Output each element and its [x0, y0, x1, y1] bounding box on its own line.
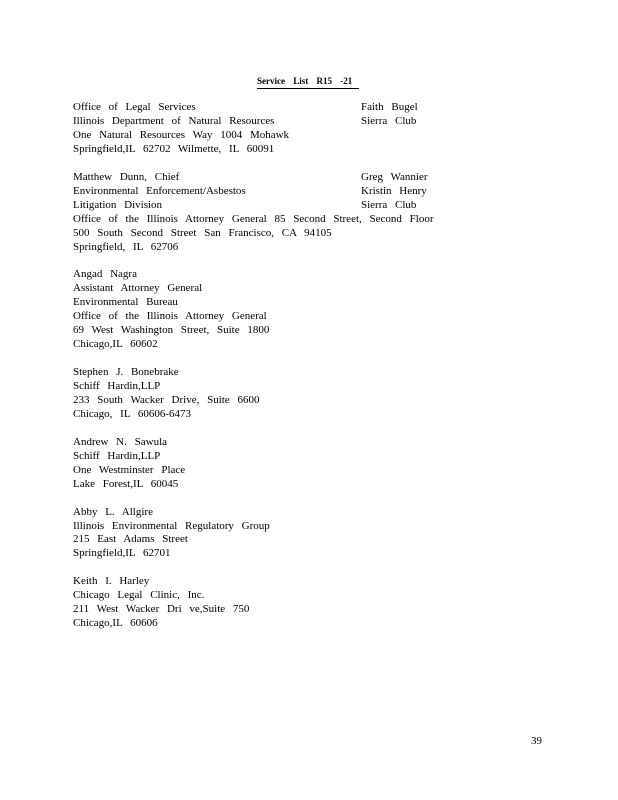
left_column-line: Chicago,IL 60606 — [73, 617, 158, 630]
left_column-line: Chicago, IL 60606-6473 — [73, 407, 192, 420]
left_column-line: One Westminster Place — [73, 463, 186, 476]
right_column-line: Kristin Henry — [361, 184, 427, 197]
left_column-line: Assistant Attorney General — [73, 282, 203, 295]
right_column-line: Greg Wannier — [361, 170, 428, 183]
left_column-line: Schiff Hardin,LLP — [73, 449, 161, 462]
left_column-line: 233 South Wacker Drive, Suite 6600 — [73, 393, 260, 406]
left_column-line: Springfield,IL 62701 — [73, 547, 171, 560]
page-title: Service List R15 -21 — [257, 74, 359, 89]
right_column-line: Sierra Club — [361, 198, 417, 211]
left_column-line: Illinois Department of Natural Resources — [73, 114, 275, 127]
right_column-line: Sierra Club — [361, 114, 417, 127]
right_column-line: Faith Bugel — [361, 101, 418, 113]
left_column-line: Environmental Bureau — [73, 296, 178, 309]
left_column-line: Office of the Illinois Attorney General 85 Second Street, Second Floor — [73, 212, 434, 225]
left_column-line: Lake Forest,IL 60045 — [73, 477, 179, 490]
left_column-line: Springfield,IL 62702 Wilmette, IL 60091 — [73, 142, 275, 155]
left_column-line: Office of the Illinois Attorney General — [73, 310, 267, 323]
left_column-line: 500 South Second Street San Francisco, CA 94105 — [73, 226, 332, 239]
left_column-line: Environmental Enforcement/Asbestos — [73, 184, 246, 197]
left_column-line: Chicago,IL 60602 — [73, 338, 158, 351]
left_column-line: Stephen J. Bonebrake — [73, 366, 179, 379]
left_column-line: 215 East Adams Street — [73, 533, 188, 546]
left_column-line: One Natural Resources Way 1004 Mohawk — [73, 128, 290, 141]
left_column-line: Springfield, IL 62706 — [73, 240, 179, 253]
left_column-line: Illinois Environmental Regulatory Group — [73, 519, 270, 532]
left_column-line: Angad Nagra — [73, 268, 137, 281]
left_column-line: Andrew N. Sawula — [73, 435, 168, 448]
left_column-line: Keith I. Harley — [73, 575, 150, 588]
left_column-line: Schiff Hardin,LLP — [73, 380, 161, 392]
left_column-line: 211 West Wacker Dri ve,Suite 750 — [73, 603, 250, 616]
left_column-line: Chicago Legal Clinic, Inc. — [73, 589, 205, 602]
left_column-line: 69 West Washington Street, Suite 1800 — [73, 324, 270, 337]
left_column-line: Office of Legal Services — [73, 101, 196, 113]
left_column-line: Abby L. Allgire — [73, 505, 153, 518]
page-number: 39 — [531, 735, 542, 747]
left_column-line: Matthew Dunn, Chief — [73, 170, 180, 183]
left_column-line: Litigation Division — [73, 198, 163, 211]
